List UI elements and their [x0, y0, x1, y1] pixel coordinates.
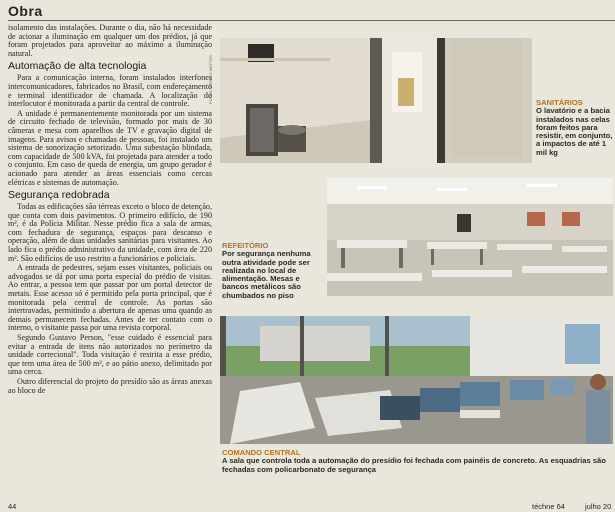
caption-control-room-text: A sala que controla toda a automação do presídio foi fechada com painéis de concreto. As esquadrias são fechadas com policarbonato de segurança — [222, 456, 606, 474]
caption-dining-hall-title: REFEITÓRIO — [222, 241, 269, 250]
subheading-security: Segurança redobrada — [8, 189, 110, 202]
photo-sanitary — [220, 38, 532, 163]
paragraph-6: Segundo Gustavo Person, "esse cuidado é essencial para evitar a entrada de itens não autorizados no perímetro da unidade correcional". Toda visitação é restrita a esse prédio, que tem uma área de 500 m², e ao pátio anexo, delimitado por uma cerca. — [8, 333, 212, 377]
photo-dining-hall — [327, 178, 613, 296]
caption-dining-hall — [222, 242, 324, 300]
caption-dining-hall-text: Por segurança nenhuma outra atividade pode ser realizada no local de alimentação. Mesas e bancos metálicos são chumbados no piso — [222, 249, 311, 300]
caption-sanitary-text: O lavatório e a bacia instalados nas celas foram feitos para resistir, em conjunto, a impactos de até 1 mil kg — [536, 106, 613, 157]
caption-sanitary-title: SANITÁRIOS — [536, 98, 583, 107]
header — [0, 0, 615, 22]
paragraph-1: isolamento das instalações. Durante o dia, não há necessidade de acionar a iluminação em qualquer um dos prédios, já que foram projetados para aproveitar ao máximo a iluminação natural. — [8, 24, 212, 58]
section-title: Obra — [8, 3, 43, 19]
footer — [0, 500, 615, 512]
caption-control-room-title: COMANDO CENTRAL — [222, 448, 301, 457]
paragraph-3: A unidade é permanentemente monitorada por um sistema de circuito fechado de televisão, formado por mais de 30 câmeras e mesa com aparelhos de TV e gravação digital de imagens. Para avisos e chamadas de pessoas, foi instalado um sistema de sonorização setorizado. Uma subestação blindada, com capacidade de 500 kVA, foi projetada para atender a todo o conjunto. Em caso de queda de energia, um grupo gerador é acionado para atender as áreas essenciais como cercas elétricas e sistemas de automação. — [8, 108, 212, 187]
header-rule — [8, 20, 615, 21]
caption-control-room — [222, 449, 615, 474]
photo-control-room — [220, 316, 613, 444]
caption-sanitary — [536, 99, 614, 157]
issue-date: julho 20 — [585, 502, 612, 511]
article-column — [8, 24, 212, 498]
subheading-automation: Automação de alta tecnologia — [8, 60, 147, 73]
magazine-name: téchne 64 — [532, 502, 565, 511]
photo-credit: FOTOS: SÉRGIO MATTOS — [208, 55, 213, 104]
paragraph-7: Outro diferencial do projeto do presídio são as áreas anexas ao bloco de — [8, 376, 212, 395]
page-number: 44 — [8, 502, 17, 511]
paragraph-4: Todas as edificações são térreas exceto o bloco de detenção, que conta com dois pavimentos. O primeiro edifício, de 190 m², é da Polícia Militar. Nesse prédio fica a sala de armas, com fechadura de segurança, espaços para descanso e operação, além de duas unidades sanitárias para visitantes. Ao lado fica o prédio administrativo da unidade, com área de 220 m². São edifícios de uso restrito a funcionários e policiais. — [8, 202, 212, 263]
paragraph-2: Para a comunicação interna, foram instalados interfones intercomunicadores, fabricados no Brasil, com endereçamento e terminal identificador de chamada. A localização do interlocutor é monitorada a partir da central de controle. — [8, 73, 212, 109]
paragraph-5: A entrada de pedestres, sejam esses visitantes, policiais ou advogados se dá por uma porta especial do prédio de visitas. Ao entrar, a pessoa tem que passar por um portal detector de metais. Esse acesso só é permitido pela porta principal, que é monitorada pela central de controle. As portas são intertravadas, permitindo a abertura de apenas uma quando as demais permanecem fechadas. Antes de ter contato com o interno, o visitante passa por uma revista corporal. — [8, 263, 212, 333]
